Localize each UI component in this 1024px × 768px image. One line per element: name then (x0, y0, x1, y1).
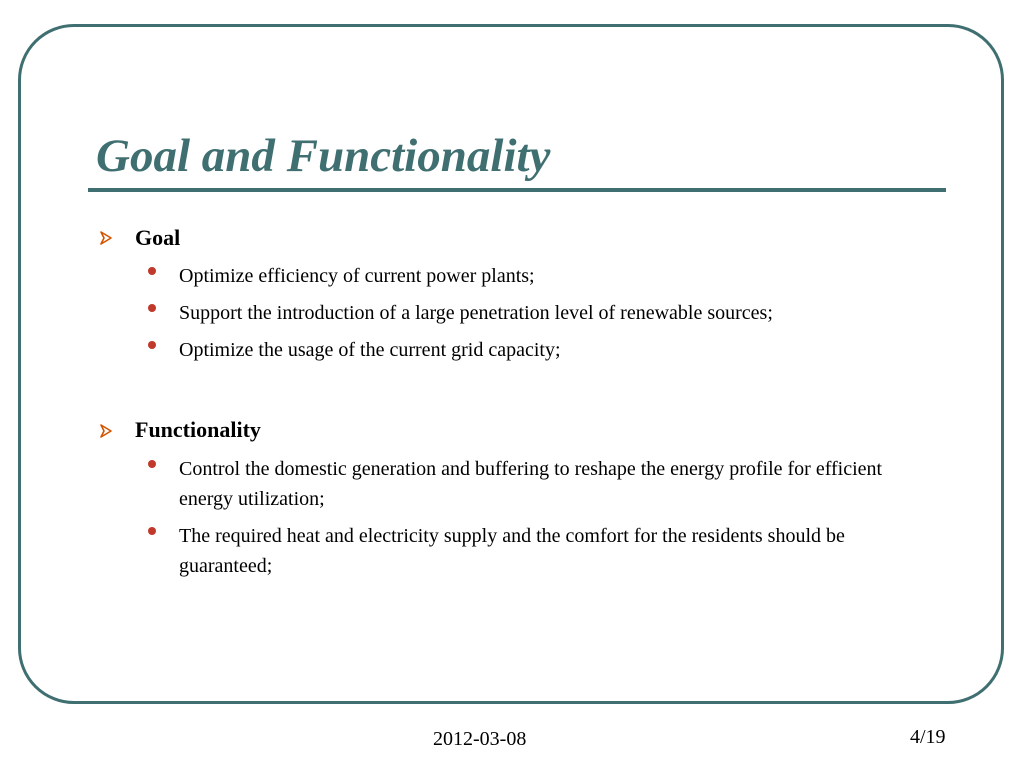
functionality-item: The required heat and electricity supply and the comfort for the residents should be guaranteed; (179, 525, 845, 577)
slide-title: Goal and Functionality (96, 130, 551, 182)
goal-item: Optimize the usage of the current grid capacity; (179, 339, 561, 361)
arrow-bullet-icon (98, 423, 114, 439)
bullet-dot (148, 460, 156, 468)
title-underline (88, 188, 946, 192)
goal-item: Support the introduction of a large penetration level of renewable sources; (179, 302, 773, 324)
page-number: 4/19 (910, 726, 946, 748)
section-heading-goal: Goal (135, 225, 181, 250)
footer-date: 2012-03-08 (433, 728, 527, 750)
goal-item: Optimize efficiency of current power plants; (179, 265, 535, 287)
bullet-dot (148, 304, 156, 312)
bullet-dot (148, 341, 156, 349)
functionality-item: Control the domestic generation and buffering to reshape the energy profile for efficient energy utilization; (179, 458, 883, 510)
bullet-dot (148, 267, 156, 275)
section-heading-functionality: Functionality (135, 417, 261, 442)
arrow-bullet-icon (98, 230, 114, 246)
bullet-dot (148, 527, 156, 535)
